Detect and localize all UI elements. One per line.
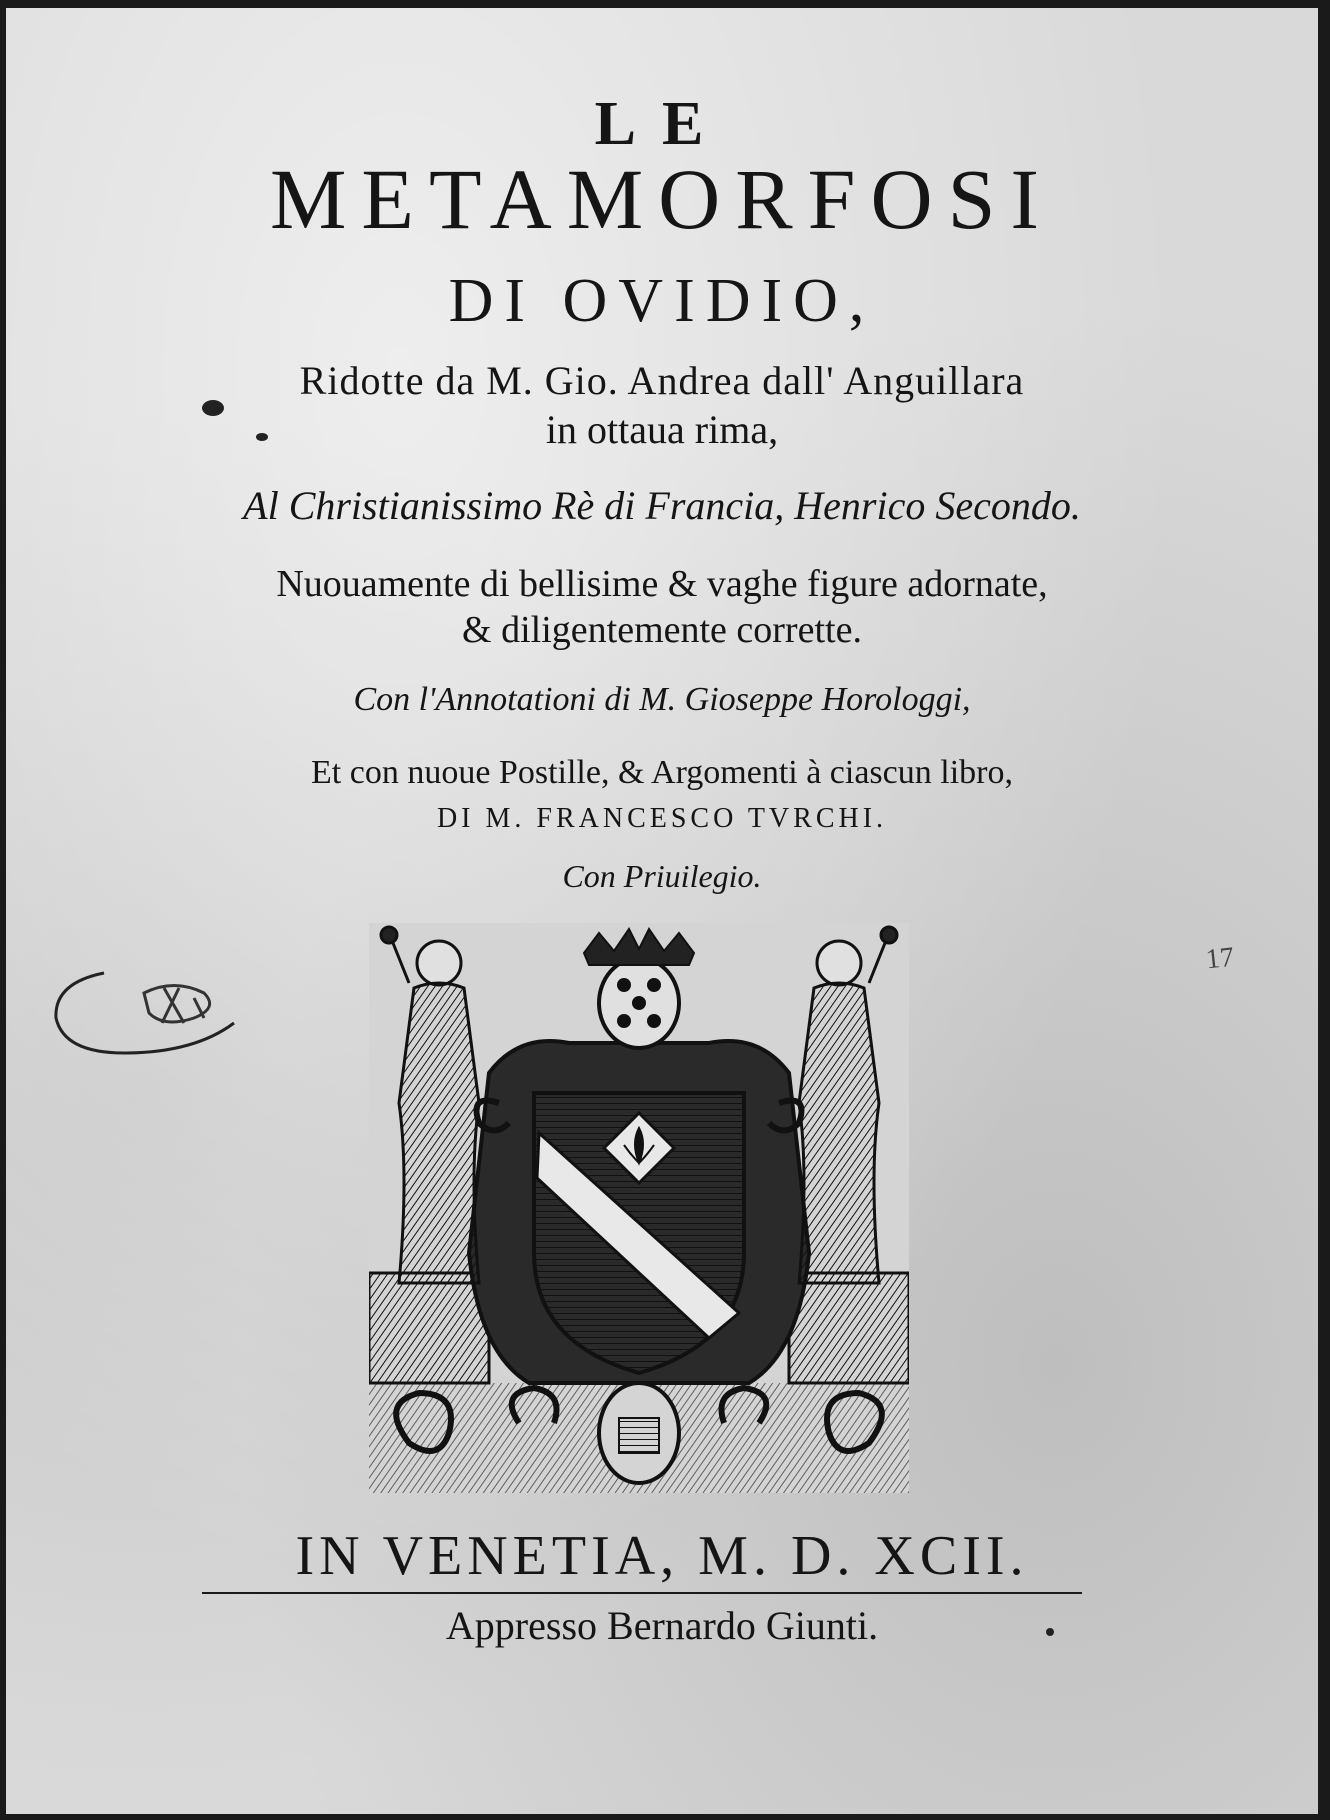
- title-article: LE: [594, 90, 730, 158]
- library-stamp-icon: [44, 953, 254, 1063]
- translator-line: Ridotte da M. Gio. Andrea dall' Anguillara: [299, 358, 1025, 403]
- imprint-rule: [202, 1592, 1082, 1594]
- printers-device-woodcut: [369, 923, 909, 1493]
- imprint-line: IN VENETIA, M. D. XCII.: [295, 1525, 1029, 1587]
- postille-line: Et con nuoue Postille, & Argomenti à ciascun libro,: [311, 754, 1013, 791]
- dedication-line: Al Christianissimo Rè di Francia, Henrico Secondo.: [243, 483, 1081, 528]
- illustrations-line: Nuouamente di bellisime & vaghe figure adornate,: [276, 563, 1048, 605]
- privilege-line: Con Priuilegio.: [562, 858, 762, 894]
- corrections-line: & diligentemente corrette.: [462, 609, 862, 651]
- book-title: METAMORFOSI: [269, 151, 1055, 247]
- printer-line: Appresso Bernardo Giunti.: [445, 1603, 879, 1648]
- editor-line: DI M. FRANCESCO TVRCHI.: [436, 803, 888, 834]
- verse-form-line: in ottaua rima,: [545, 407, 779, 452]
- shelf-mark: 17: [1204, 941, 1236, 976]
- annotations-line: Con l'Annotationi di M. Gioseppe Horologgi,: [353, 681, 971, 718]
- title-page: [6, 8, 1318, 1814]
- book-author: DI OVIDIO,: [448, 267, 876, 335]
